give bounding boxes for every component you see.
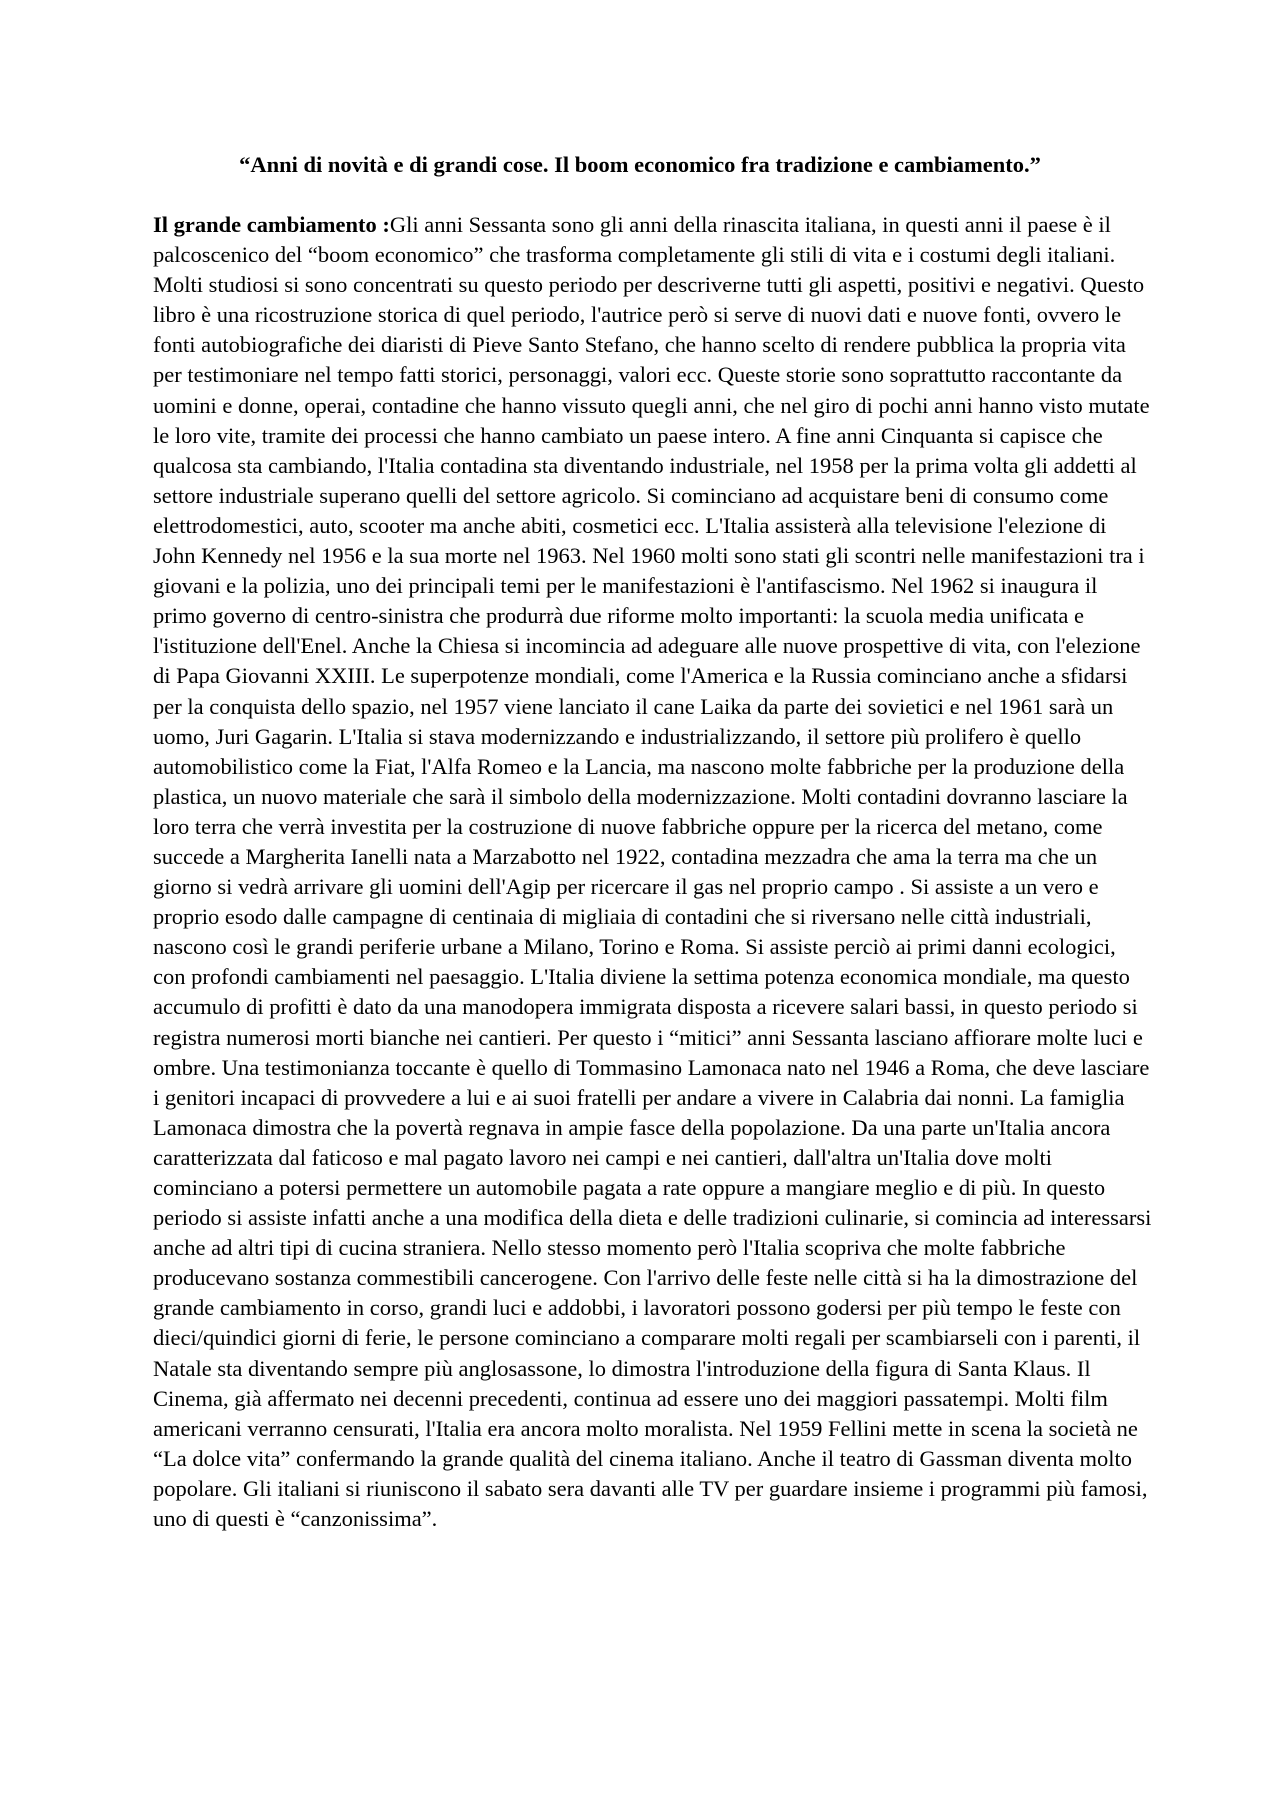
body-paragraph — [153, 210, 1153, 1534]
body-text: Gli anni Sessanta sono gli anni della rinascita italiana, in questi anni il paese è il palcoscenico del “boom economico” che trasforma completamente gli stili di vita e i costumi degli italiani. Molti studiosi si sono concentrati su questo periodo per descriverne tutti gli aspetti, positivi e negativi. Questo libro è una ricostruzione storica di quel periodo, l'autrice però si serve di nuovi dati e nuove fonti, ovvero le fonti autobiografiche dei diaristi di Pieve Santo Stefano, che hanno scelto di rendere pubblica la propria vita per testimoniare nel tempo fatti storici, personaggi, valori ecc. Queste storie sono soprattutto raccontante da uomini e donne, operai, contadine che hanno vissuto quegli anni, che nel giro di pochi anni hanno visto mutate le loro vite, tramite dei processi che hanno cambiato un paese intero. A fine anni Cinquanta si capisce che qualcosa sta cambiando, l'Italia contadina sta diventando industriale, nel 1958 per la prima volta gli addetti al settore industriale superano quelli del settore agricolo. Si cominciano ad acquistare beni di consumo come elettrodomestici, auto, scooter ma anche abiti, cosmetici ecc. L'Italia assisterà alla televisione l'elezione di John Kennedy nel 1956 e la sua morte nel 1963. Nel 1960 molti sono stati gli scontri nelle manifestazioni tra i giovani e la polizia, uno dei principali temi per le manifestazioni è l'antifascismo. Nel 1962 si inaugura il primo governo di centro-sinistra che produrrà due riforme molto importanti: la scuola media unificata e l'istituzione dell'Enel. Anche la Chiesa si incomincia ad adeguare alle nuove prospettive di vita, con l'elezione di Papa Giovanni XXIII. Le superpotenze mondiali, come l'America e la Russia cominciano anche a sfidarsi per la conquista dello spazio, nel 1957 viene lanciato il cane Laika da parte dei sovietici e nel 1961 sarà un uomo, Juri Gagarin. L'Italia si stava modernizzando e industrializzando, il settore più prolifero è quello automobilistico come la Fiat, l'Alfa Romeo e la Lancia, ma nascono molte fabbriche per la produzione della plastica, un nuovo materiale che sarà il simbolo della modernizzazione. Molti contadini dovranno lasciare la loro terra che verrà investita per la costruzione di nuove fabbriche oppure per la ricerca del metano, come succede a Margherita Ianelli nata a Marzabotto nel 1922, contadina mezzadra che ama la terra ma che un giorno si vedrà arrivare gli uomini dell'Agip per ricercare il gas nel proprio campo . Si assiste a un vero e proprio esodo dalle campagne di centinaia di migliaia di contadini che si riversano nelle città industriali, nascono così le grandi periferie urbane a Milano, Torino e Roma. Si assiste perciò ai primi danni ecologici, con profondi cambiamenti nel paesaggio. L'Italia diviene la settima potenza economica mondiale, ma questo accumulo di profitti è dato da una manodopera immigrata disposta a ricevere salari bassi, in questo periodo si registra numerosi morti bianche nei cantieri. Per questo i “mitici” anni Sessanta lasciano affiorare molte luci e ombre. Una testimonianza toccante è quello di Tommasino Lamonaca nato nel 1946 a Roma, che deve lasciare i genitori incapaci di provvedere a lui e ai suoi fratelli per andare a vivere in Calabria dai nonni. La famiglia Lamonaca dimostra che la povertà regnava in ampie fasce della popolazione. Da una parte un'Italia ancora caratterizzata dal faticoso e mal pagato lavoro nei campi e nei cantieri, dall'altra un'Italia dove molti cominciano a potersi permettere un automobile pagata a rate oppure a mangiare meglio e di più. In questo periodo si assiste infatti anche a una modifica della dieta e delle tradizioni culinarie, si comincia ad interessarsi anche ad altri tipi di cucina straniera. Nello stesso momento però l'Italia scopriva che molte fabbriche producevano sostanza commestibili cancerogene. Con l'arrivo delle feste nelle città si ha la dimostrazione del grande cambiamento in corso, grandi luci e addobbi, i lavoratori possono godersi per più tempo le feste con dieci/quindici giorni di ferie, le persone cominciano a comparare molti regali per scambiarseli con i parenti, il Natale sta diventando sempre più anglosassone, lo dimostra l'introduzione della figura di Santa Klaus. Il Cinema, già affermato nei decenni precedenti, continua ad essere uno dei maggiori passatempi. Molti film americani verranno censurati, l'Italia era ancora molto moralista. Nel 1959 Fellini mette in scena la società ne “La dolce vita” confermando la grande qualità del cinema italiano. Anche il teatro di Gassman diventa molto popolare. Gli italiani si riuniscono il sabato sera davanti alle TV per guardare insieme i programmi più famosi, uno di questi è “canzonissima”. — [153, 212, 1152, 1532]
section-heading: Il grande cambiamento : — [153, 212, 390, 237]
document-title: “Anni di novità e di grandi cose. Il boom economico fra tradizione e cambiamento.” — [239, 152, 1041, 177]
